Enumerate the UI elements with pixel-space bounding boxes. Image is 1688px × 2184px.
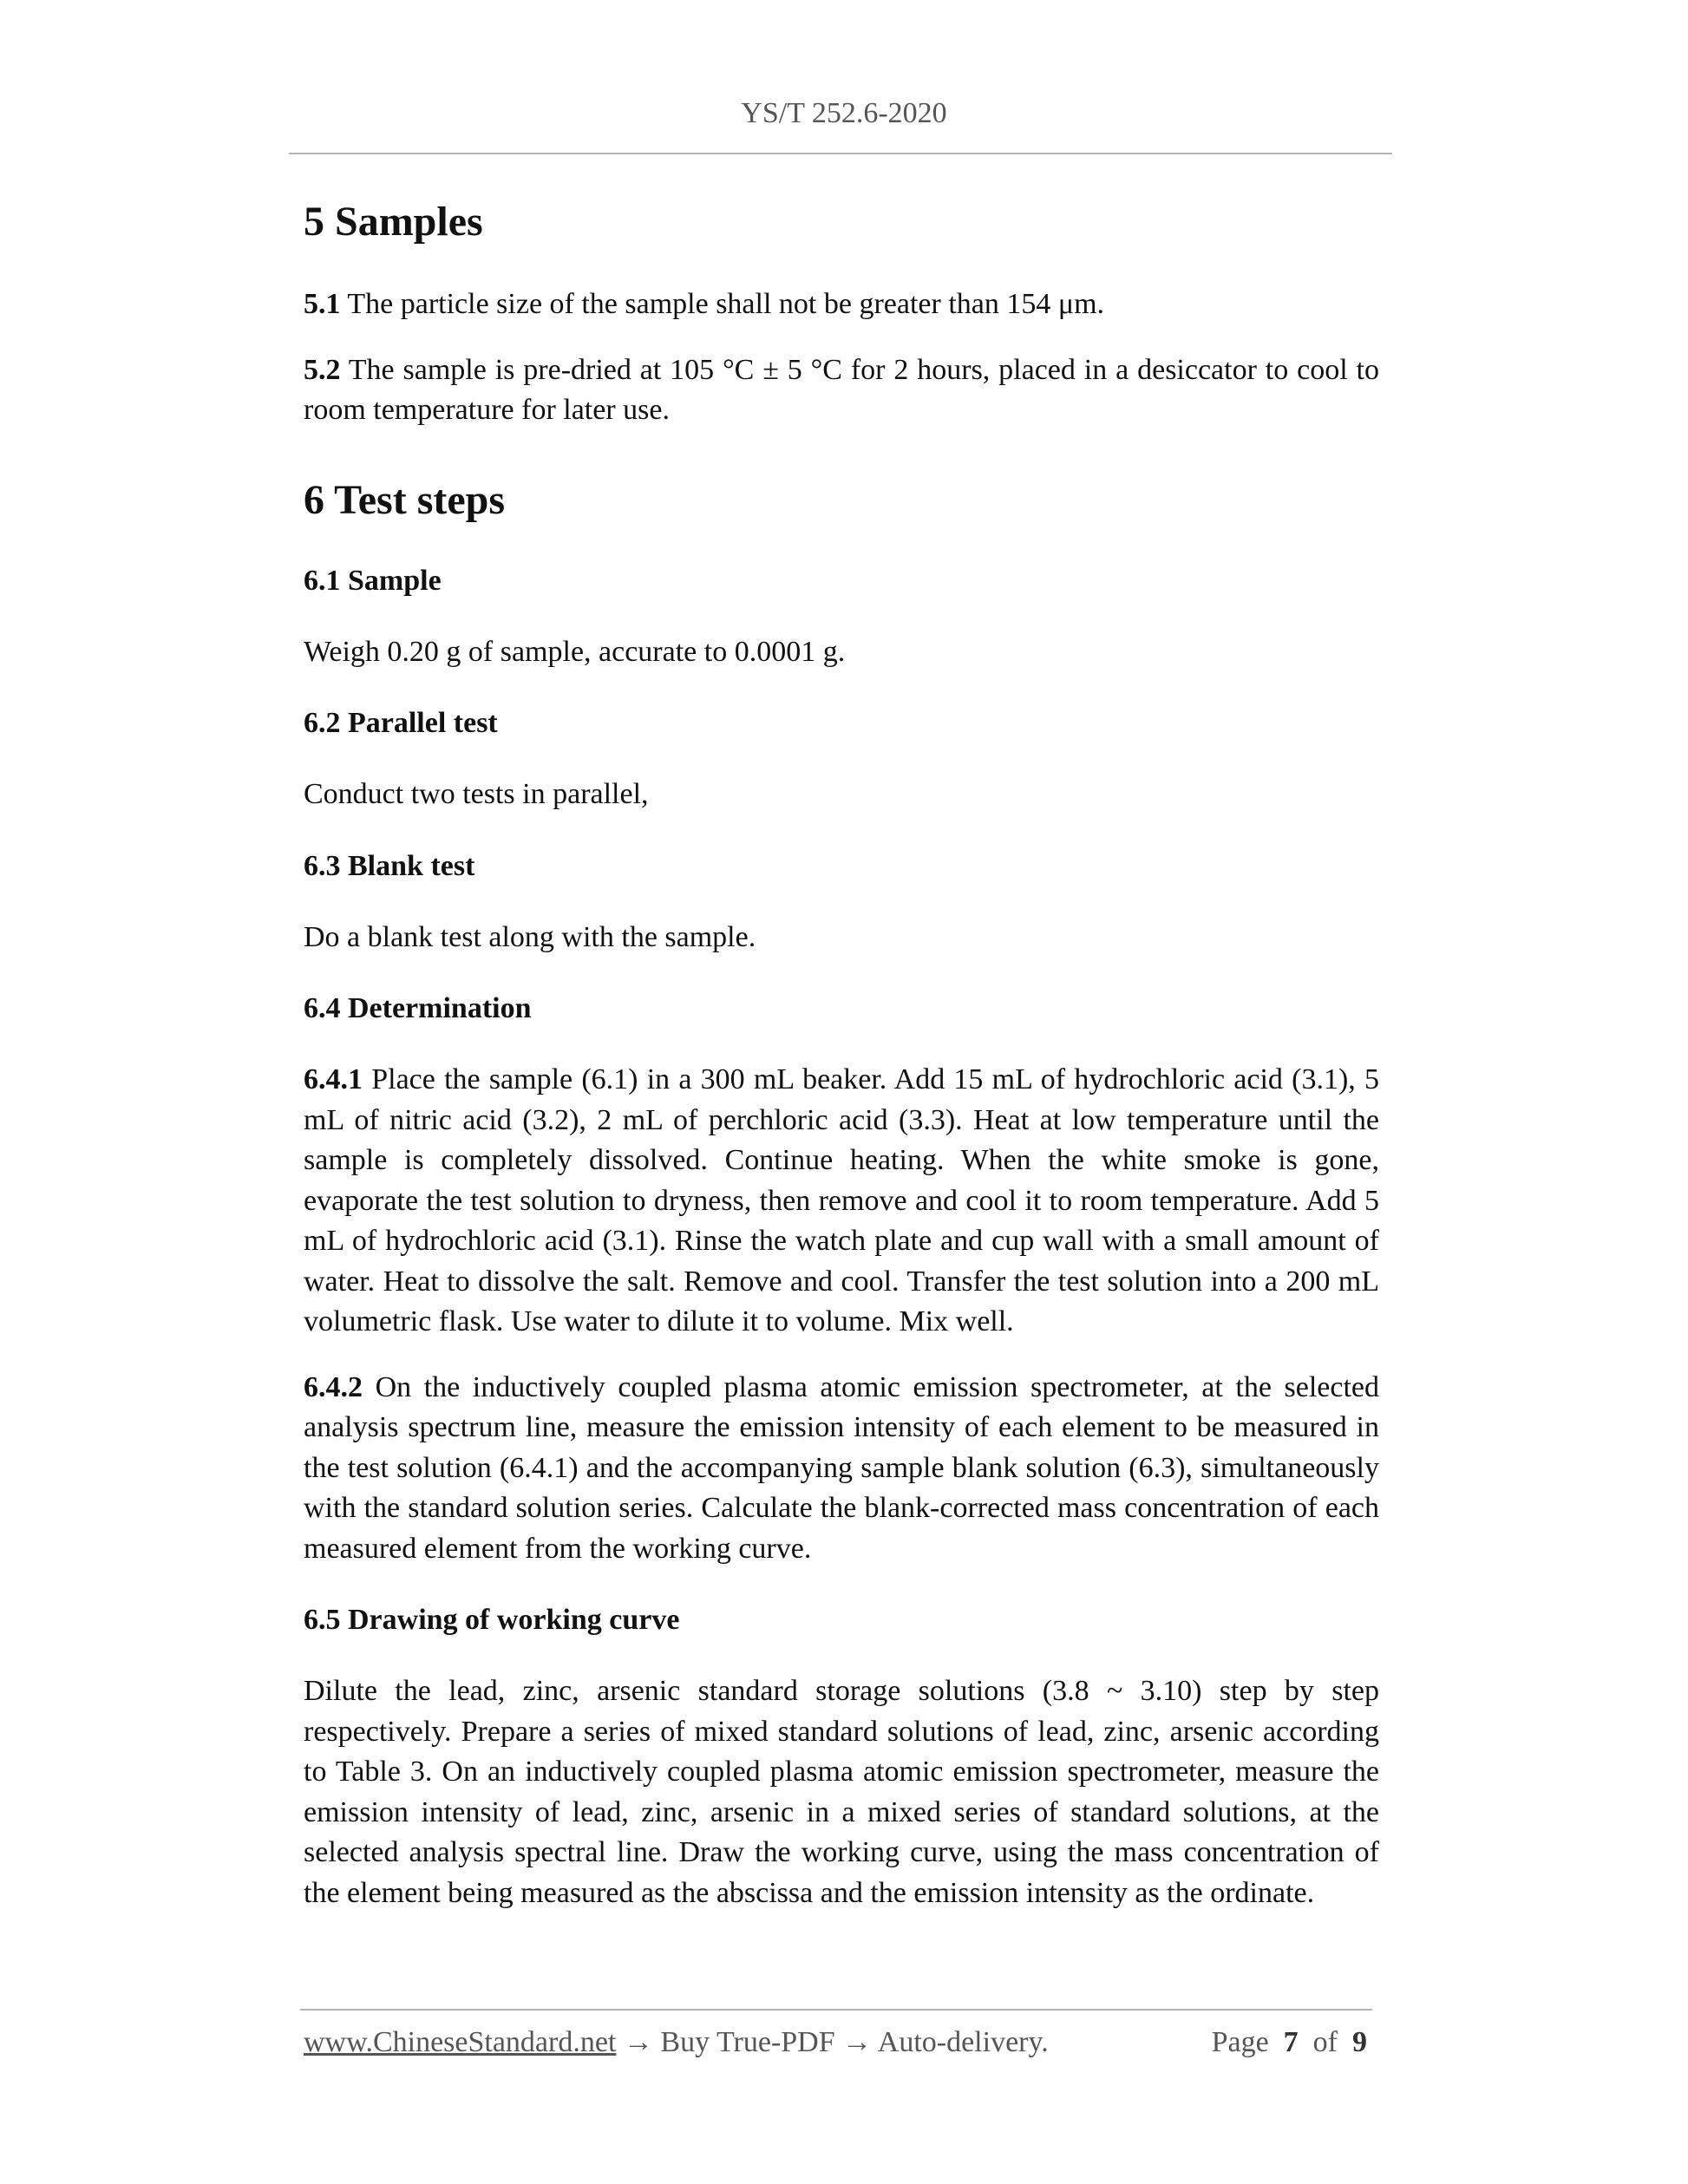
page-word: Page — [1211, 2026, 1269, 2058]
page-current: 7 — [1283, 2026, 1299, 2058]
subsection-6-1-heading: 6.1 Sample — [304, 564, 442, 597]
subsection-6-5-heading: 6.5 Drawing of working curve — [304, 1604, 680, 1636]
clause-5-1 — [304, 284, 1379, 325]
clause-6-4-2 — [304, 1368, 1379, 1570]
website-link[interactable]: www.ChineseStandard.net — [304, 2026, 617, 2058]
promo-text: → Buy True-PDF → Auto-delivery. — [616, 2026, 1049, 2058]
subsection-6-2-heading: 6.2 Parallel test — [304, 707, 498, 739]
page-content — [304, 196, 1379, 1913]
page-total: 9 — [1352, 2026, 1367, 2058]
clause-text: Place the sample (6.1) in a 300 mL beaker. Add 15 mL of hydrochloric acid (3.1), 5 mL of nitric acid (3.2), 2 mL of perchloric acid (3.3). Heat at low temperature until the sample is completely dissolved. Continue heating. When the white smoke is gone, evaporate the test solution to dryness, then remove and cool it to room temperature. Add 5 mL of hydrochloric acid (3.1). Rinse the watch plate and cup wall with a small amount of water. Heat to dissolve the salt. Remove and cool. Transfer the test solution into a 200 mL volumetric flask. Use water to dilute it to volume. Mix well. — [304, 1063, 1379, 1337]
footer-promo — [304, 2026, 1049, 2059]
clause-text: The particle size of the sample shall not be greater than 154 μm. — [340, 288, 1105, 320]
clause-5-2 — [304, 350, 1379, 431]
clause-text: The sample is pre-dried at 105 °C ± 5 °C for 2 hours, placed in a desiccator to cool to room temperature for later use. — [304, 353, 1379, 426]
subsection-6-3-text: Do a blank test along with the sample. — [304, 920, 756, 953]
subsection-6-5-text: Dilute the lead, zinc, arsenic standard storage solutions (3.8 ~ 3.10) step by step respectively. Prepare a series of mixed standard solutions of lead, zinc, arsenic according to Table 3. On an inductively coupled plasma atomic emission spectrometer, measure the emission intensity of lead, zinc, arsenic in a mixed series of standard solutions, at the selected analysis spectral line. Draw the working curve, using the mass concentration of the element being measured as the abscissa and the emission intensity as the ordinate. — [304, 1675, 1379, 1909]
subsection-6-4-heading: 6.4 Determination — [304, 992, 532, 1024]
header-divider — [289, 153, 1392, 154]
clause-number: 6.4.1 — [304, 1063, 363, 1095]
page-indicator — [1212, 2026, 1367, 2059]
clause-number: 6.4.2 — [304, 1370, 363, 1403]
clause-6-4-1 — [304, 1060, 1379, 1343]
page-of-word: of — [1312, 2026, 1338, 2058]
document-code-header: YS/T 252.6-2020 — [741, 97, 947, 129]
subsection-6-2-text: Conduct two tests in parallel, — [304, 778, 649, 810]
section-5-heading: 5 Samples — [304, 199, 483, 245]
section-6-heading: 6 Test steps — [304, 476, 506, 523]
clause-text: On the inductively coupled plasma atomic emission spectrometer, at the selected analysis spectrum line, measure the emission intensity of each element to be measured in the test solution (6.4.1) and the accompanying sample blank solution (6.3), simultaneously with the standard solution series. Calculate the blank-corrected mass concentration of each measured element from the working curve. — [304, 1370, 1379, 1565]
footer-divider — [300, 2009, 1372, 2011]
clause-number: 5.1 — [304, 288, 341, 320]
subsection-6-1-text: Weigh 0.20 g of sample, accurate to 0.0001 g. — [304, 635, 846, 668]
subsection-6-3-heading: 6.3 Blank test — [304, 849, 475, 882]
clause-number: 5.2 — [304, 353, 341, 386]
